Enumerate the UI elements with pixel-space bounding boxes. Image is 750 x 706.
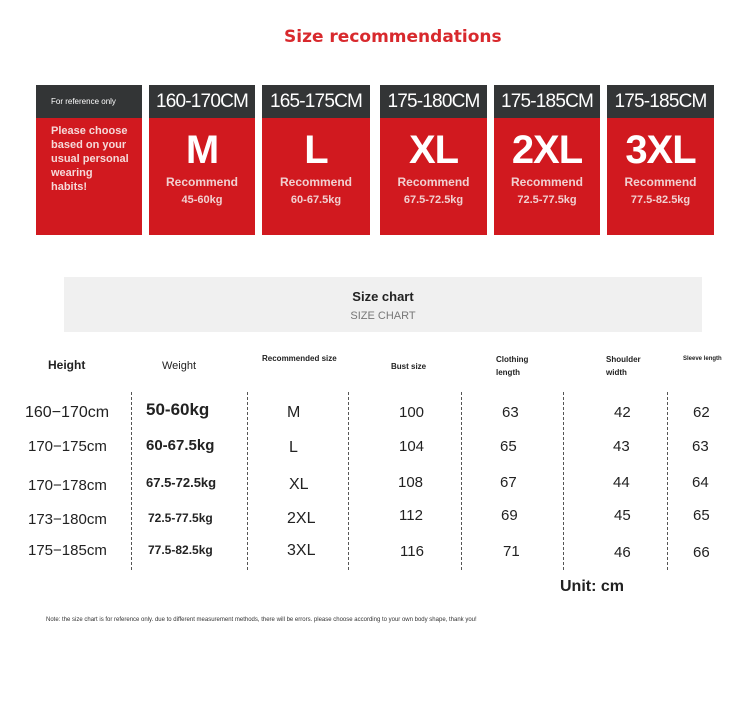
cell-shoulder: 43 — [613, 438, 630, 455]
size-card-l — [262, 85, 370, 235]
cell-clothing-length: 71 — [503, 543, 520, 560]
size-chart-title: Size chart — [352, 289, 414, 304]
card-recommend-label: Recommend — [397, 175, 470, 189]
cell-shoulder: 45 — [614, 507, 631, 524]
header-sleeve-length: Sleeve length — [683, 356, 722, 362]
header-weight: Weight — [162, 360, 197, 372]
size-card-2xl — [494, 85, 600, 235]
card-size: L — [304, 128, 328, 172]
column-divider — [247, 392, 248, 570]
card-body — [380, 118, 487, 235]
card-body — [494, 118, 600, 235]
column-divider — [131, 392, 132, 570]
size-card-m — [149, 85, 255, 235]
cell-sleeve: 63 — [692, 438, 709, 455]
card-body — [607, 118, 714, 235]
header-shoulder-width: Shoulder width — [606, 355, 641, 377]
card-size: 2XL — [511, 128, 583, 172]
card-height: 175-185CM — [607, 85, 714, 118]
card-weight: 72.5-77.5kg — [517, 194, 577, 206]
column-divider — [348, 392, 349, 570]
cell-size: M — [287, 404, 301, 421]
card-height: 175-185CM — [494, 85, 600, 118]
cell-size: 3XL — [287, 542, 316, 559]
column-divider — [667, 392, 668, 570]
cell-sleeve: 66 — [693, 544, 710, 561]
size-card-xl — [380, 85, 487, 235]
footnote: Note: the size chart is for reference only. due to different measurement methods, there will be errors. please choose according to your own body shape, thank you! — [46, 617, 477, 623]
cell-weight: 60-67.5kg — [146, 437, 215, 454]
card-height: 165-175CM — [262, 85, 370, 118]
reference-label: For reference only — [36, 85, 142, 118]
header-bust-size: Bust size — [391, 362, 427, 371]
cell-sleeve: 65 — [693, 507, 710, 524]
cell-clothing-length: 65 — [500, 438, 517, 455]
cell-weight: 77.5-82.5kg — [148, 543, 213, 557]
header-height: Height — [48, 358, 86, 372]
card-recommend-label: Recommend — [279, 175, 353, 189]
card-weight: 77.5-82.5kg — [630, 194, 691, 206]
card-size: 3XL — [625, 128, 696, 172]
card-size: XL — [408, 128, 459, 172]
cell-weight: 50-60kg — [146, 400, 210, 419]
cell-size: 2XL — [287, 510, 316, 527]
header-clothing-length: Clothing length — [496, 355, 529, 377]
cell-shoulder: 46 — [614, 544, 631, 561]
card-recommend-label: Recommend — [165, 175, 239, 189]
size-chart-subtitle: SIZE CHART — [350, 310, 416, 322]
reference-note: Please choose based on your usual personal wearing habits! — [51, 125, 129, 193]
size-card-3xl — [607, 85, 714, 235]
cell-shoulder: 42 — [614, 404, 631, 421]
cell-height: 170−175cm — [28, 438, 107, 455]
cell-height: 160−170cm — [25, 404, 110, 421]
header-recommended-size: Recommended size — [262, 354, 337, 363]
reference-card — [36, 85, 142, 235]
cell-bust: 116 — [400, 543, 424, 560]
cell-clothing-length: 67 — [500, 474, 517, 491]
reference-body — [36, 118, 142, 235]
card-weight: 67.5-72.5kg — [403, 194, 464, 206]
cell-height: 173−180cm — [28, 511, 107, 528]
cell-shoulder: 44 — [613, 474, 630, 491]
card-recommend-label: Recommend — [624, 175, 697, 189]
column-divider — [461, 392, 462, 570]
cell-height: 170−178cm — [28, 477, 107, 494]
cell-clothing-length: 63 — [502, 404, 519, 421]
cell-sleeve: 62 — [693, 404, 710, 421]
size-chart-banner — [64, 277, 702, 332]
cell-sleeve: 64 — [692, 474, 709, 491]
unit-label: Unit: cm — [560, 578, 624, 595]
card-height: 175-180CM — [380, 85, 487, 118]
card-height: 160-170CM — [149, 85, 255, 118]
card-recommend-label: Recommend — [510, 175, 584, 189]
cell-size: L — [289, 439, 298, 456]
cell-weight: 72.5-77.5kg — [148, 511, 213, 525]
cell-bust: 104 — [399, 438, 425, 455]
card-body — [149, 118, 255, 235]
page-title: Size recommendations — [284, 27, 502, 47]
card-weight: 45-60kg — [181, 194, 223, 206]
cell-bust: 108 — [398, 474, 424, 491]
card-body — [262, 118, 370, 235]
cell-bust: 112 — [399, 507, 423, 524]
card-weight: 60-67.5kg — [290, 194, 342, 206]
cell-size: XL — [289, 476, 309, 493]
column-divider — [563, 392, 564, 570]
cell-height: 175−185cm — [28, 542, 107, 559]
card-size: M — [185, 128, 219, 172]
cell-weight: 67.5-72.5kg — [146, 475, 217, 490]
cell-clothing-length: 69 — [501, 507, 518, 524]
cell-bust: 100 — [399, 404, 425, 421]
